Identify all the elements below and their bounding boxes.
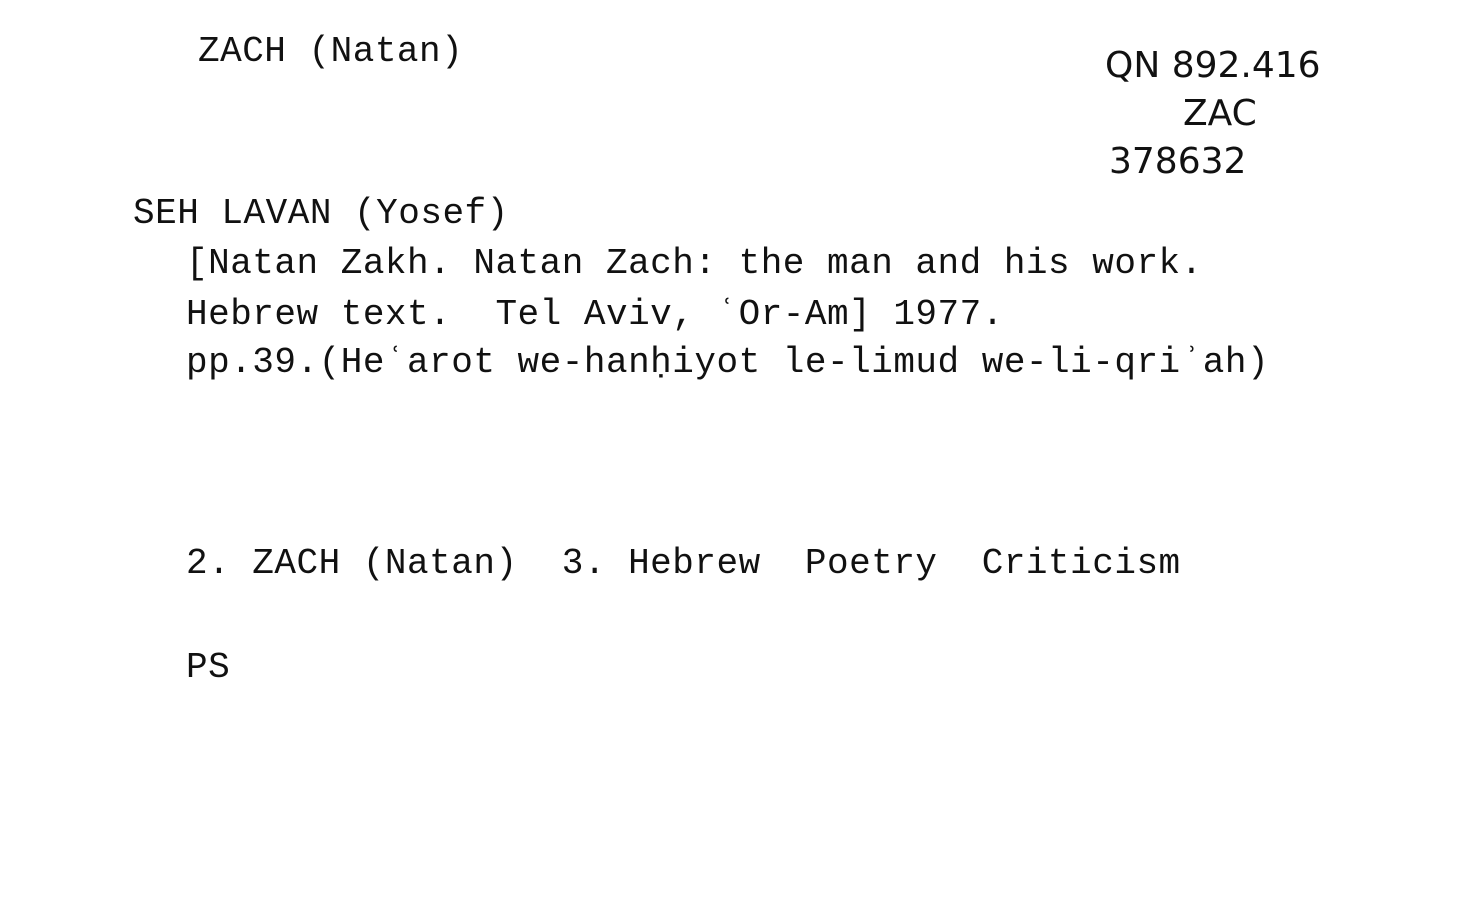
main-entry-author: SEH LAVAN (Yosef) bbox=[133, 193, 509, 234]
collation-series-line: pp.39.(Heʿarot we-hanḥiyot le-limud we-li-qriʾah) bbox=[186, 342, 1270, 383]
title-line: [Natan Zakh. Natan Zach: the man and his work. bbox=[186, 243, 1203, 284]
call-number bbox=[1105, 42, 1321, 186]
subject-tracings: 2. ZACH (Natan) 3. Hebrew Poetry Criticism bbox=[186, 543, 1181, 584]
call-number-cutter: ZAC bbox=[1183, 93, 1257, 134]
cataloger-initials: PS bbox=[186, 647, 231, 688]
added-entry-heading: ZACH (Natan) bbox=[198, 31, 464, 72]
call-number-classification: QN 892.416 bbox=[1105, 45, 1321, 86]
accession-number: 378632 bbox=[1109, 141, 1247, 182]
imprint-line: Hebrew text. Tel Aviv, ʿOr-Am] 1977. bbox=[186, 294, 1004, 335]
